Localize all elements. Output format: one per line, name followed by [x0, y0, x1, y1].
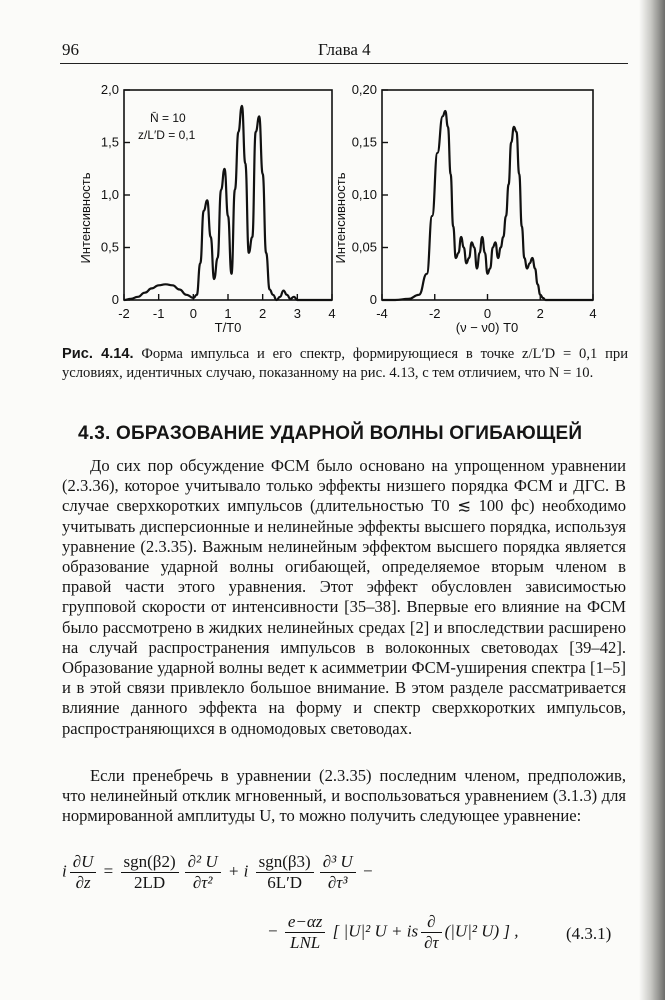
eq-term4-fraction: $\frac{\text{∂³ U}}{\text{∂τ³}}$	[320, 852, 356, 893]
spectrum-xlabel: (ν − ν0) T0	[455, 320, 519, 335]
cl-ytick-label-2: 1,0	[100, 187, 119, 202]
eq-plus-i: + i	[227, 861, 249, 881]
left-legend-z: z/L′D = 0,1	[138, 128, 196, 142]
eq-minus: −	[362, 861, 373, 881]
eq-term3-fraction: $\frac{\text{sgn(β3)}}{6L'D}$	[256, 852, 314, 893]
caption-label: Рис. 4.14.	[62, 346, 134, 362]
spectrum-series-line	[382, 111, 593, 300]
cr-xtick-label-0: -4	[376, 306, 388, 321]
body-paragraph-2: Если пренебречь в уравнении (2.3.35) последним членом, предположив, что нелинейный отклик мгновенный, и воспользоваться уравнением (3.1.3) для нормированной амплитуды U, то можно получить следующее уравнение:	[62, 766, 626, 826]
cr-ytick-label-3: 0,15	[351, 134, 377, 150]
equation-line-1	[62, 852, 373, 893]
spectrum-ticks	[352, 82, 597, 321]
cr-ytick-label-4: 0,20	[351, 82, 377, 97]
cr-xtick-label-1: -2	[428, 306, 441, 321]
eq-minus-2: −	[268, 921, 278, 941]
cl-xtick-label-1: -1	[152, 306, 165, 321]
figure-caption	[62, 345, 628, 383]
eq-term5-fraction: $\frac{e-\alpha z}{\text{LNL}}$	[285, 912, 326, 953]
eq-bracket-b: (|U|² U) ] ,	[444, 921, 519, 941]
running-head: Глава 4	[318, 40, 371, 59]
header-rule	[60, 63, 628, 64]
cl-ytick-label-4: 2,0	[100, 82, 119, 97]
pulse-shape-chart	[50, 78, 380, 338]
page-edge-shadow	[639, 0, 665, 1000]
cr-ytick-label-1: 0,05	[351, 239, 377, 255]
cr-ytick-label-0: 0	[369, 292, 377, 307]
left-legend-n: N̄ = 10	[150, 111, 186, 125]
cl-xtick-label-5: 3	[293, 306, 301, 321]
spectrum-ylabel: Интенсивность	[333, 172, 348, 264]
eq-term6-fraction: $\frac{\partial}{\partial\tau}$	[421, 912, 442, 953]
page-number: 96	[62, 40, 79, 59]
cl-xtick-label-2: 0	[189, 306, 197, 321]
cl-ytick-label-1: 0,5	[100, 239, 119, 255]
cl-xtick-label-4: 2	[259, 306, 267, 321]
spectrum-chart	[335, 78, 635, 338]
section-heading: 4.3. ОБРАЗОВАНИЕ УДАРНОЙ ВОЛНЫ ОГИБАЮЩЕЙ	[78, 423, 583, 444]
eq-bracket-a: [ |U|² U + is	[332, 921, 419, 941]
equation-number: (4.3.1)	[566, 924, 612, 943]
eq-lhs-fraction: $\frac{\partial U}{\partial z}$	[70, 852, 97, 893]
cl-xtick-label-6: 4	[328, 306, 336, 321]
cl-xtick-label-0: -2	[118, 306, 130, 321]
caption-text: Форма импульса и его спектр, формирующиеся в точке z/L′D = 0,1 при условиях, идентичных случаю, показанному на рис. 4.13, с тем отличием, что N = 10.	[62, 346, 628, 381]
pulse-shape-xlabel: T/T0	[214, 320, 242, 335]
cl-ytick-label-3: 1,5	[100, 134, 119, 150]
eq-term1-fraction: $\frac{\text{sgn(β2)}}{2LD}$	[121, 852, 179, 893]
cr-xtick-label-3: 2	[536, 306, 544, 321]
pulse-shape-ylabel: Интенсивность	[78, 172, 93, 264]
pulse-shape-ticks	[101, 82, 336, 321]
eq-term2-fraction: $\frac{\text{∂² U}}{\text{∂τ²}}$	[185, 852, 221, 893]
cl-xtick-label-3: 1	[224, 306, 232, 321]
cl-ytick-label-0: 0	[111, 292, 119, 307]
eq-equals: =	[103, 861, 114, 881]
body-paragraph-1: До сих пор обсуждение ФСМ было основано на упрощенном уравнении (2.3.36), которое учитывало только эффекты низшего порядка ФСМ и ДГС. В случае сверхкоротких импульсов (длительностью T0 ≲ 100 фс) необходимо учитывать дисперсионные и нелинейные эффекты высшего порядка, используя уравнение (2.3.35). Важным нелинейным эффектом высшего порядка является образование ударной волны огибающей, определяемое вторым членом в правой части этого уравнения. Этот эффект обусловлен зависимостью групповой скорости от интенсивности [35–38]. Впервые его влияние на ФСМ было рассмотрено в жидких нелинейных средах [2] и впоследствии расширено на случай распространения импульсов в волоконных световодах [39–42]. Образование ударной волны ведет к асимметрии ФСМ-уширения спектра [1–5] и в этой связи привлекло большое внимание. В этом разделе рассматривается влияние данного эффекта на форму и спектр сверхкоротких импульсов, распространяющихся в одномодовых световодах.	[62, 456, 626, 738]
eq-i: i	[62, 861, 67, 881]
cr-ytick-label-2: 0,10	[351, 187, 377, 202]
cr-xtick-label-4: 4	[589, 306, 597, 321]
equation-line-2	[268, 912, 519, 953]
cr-xtick-label-2: 0	[483, 306, 492, 321]
